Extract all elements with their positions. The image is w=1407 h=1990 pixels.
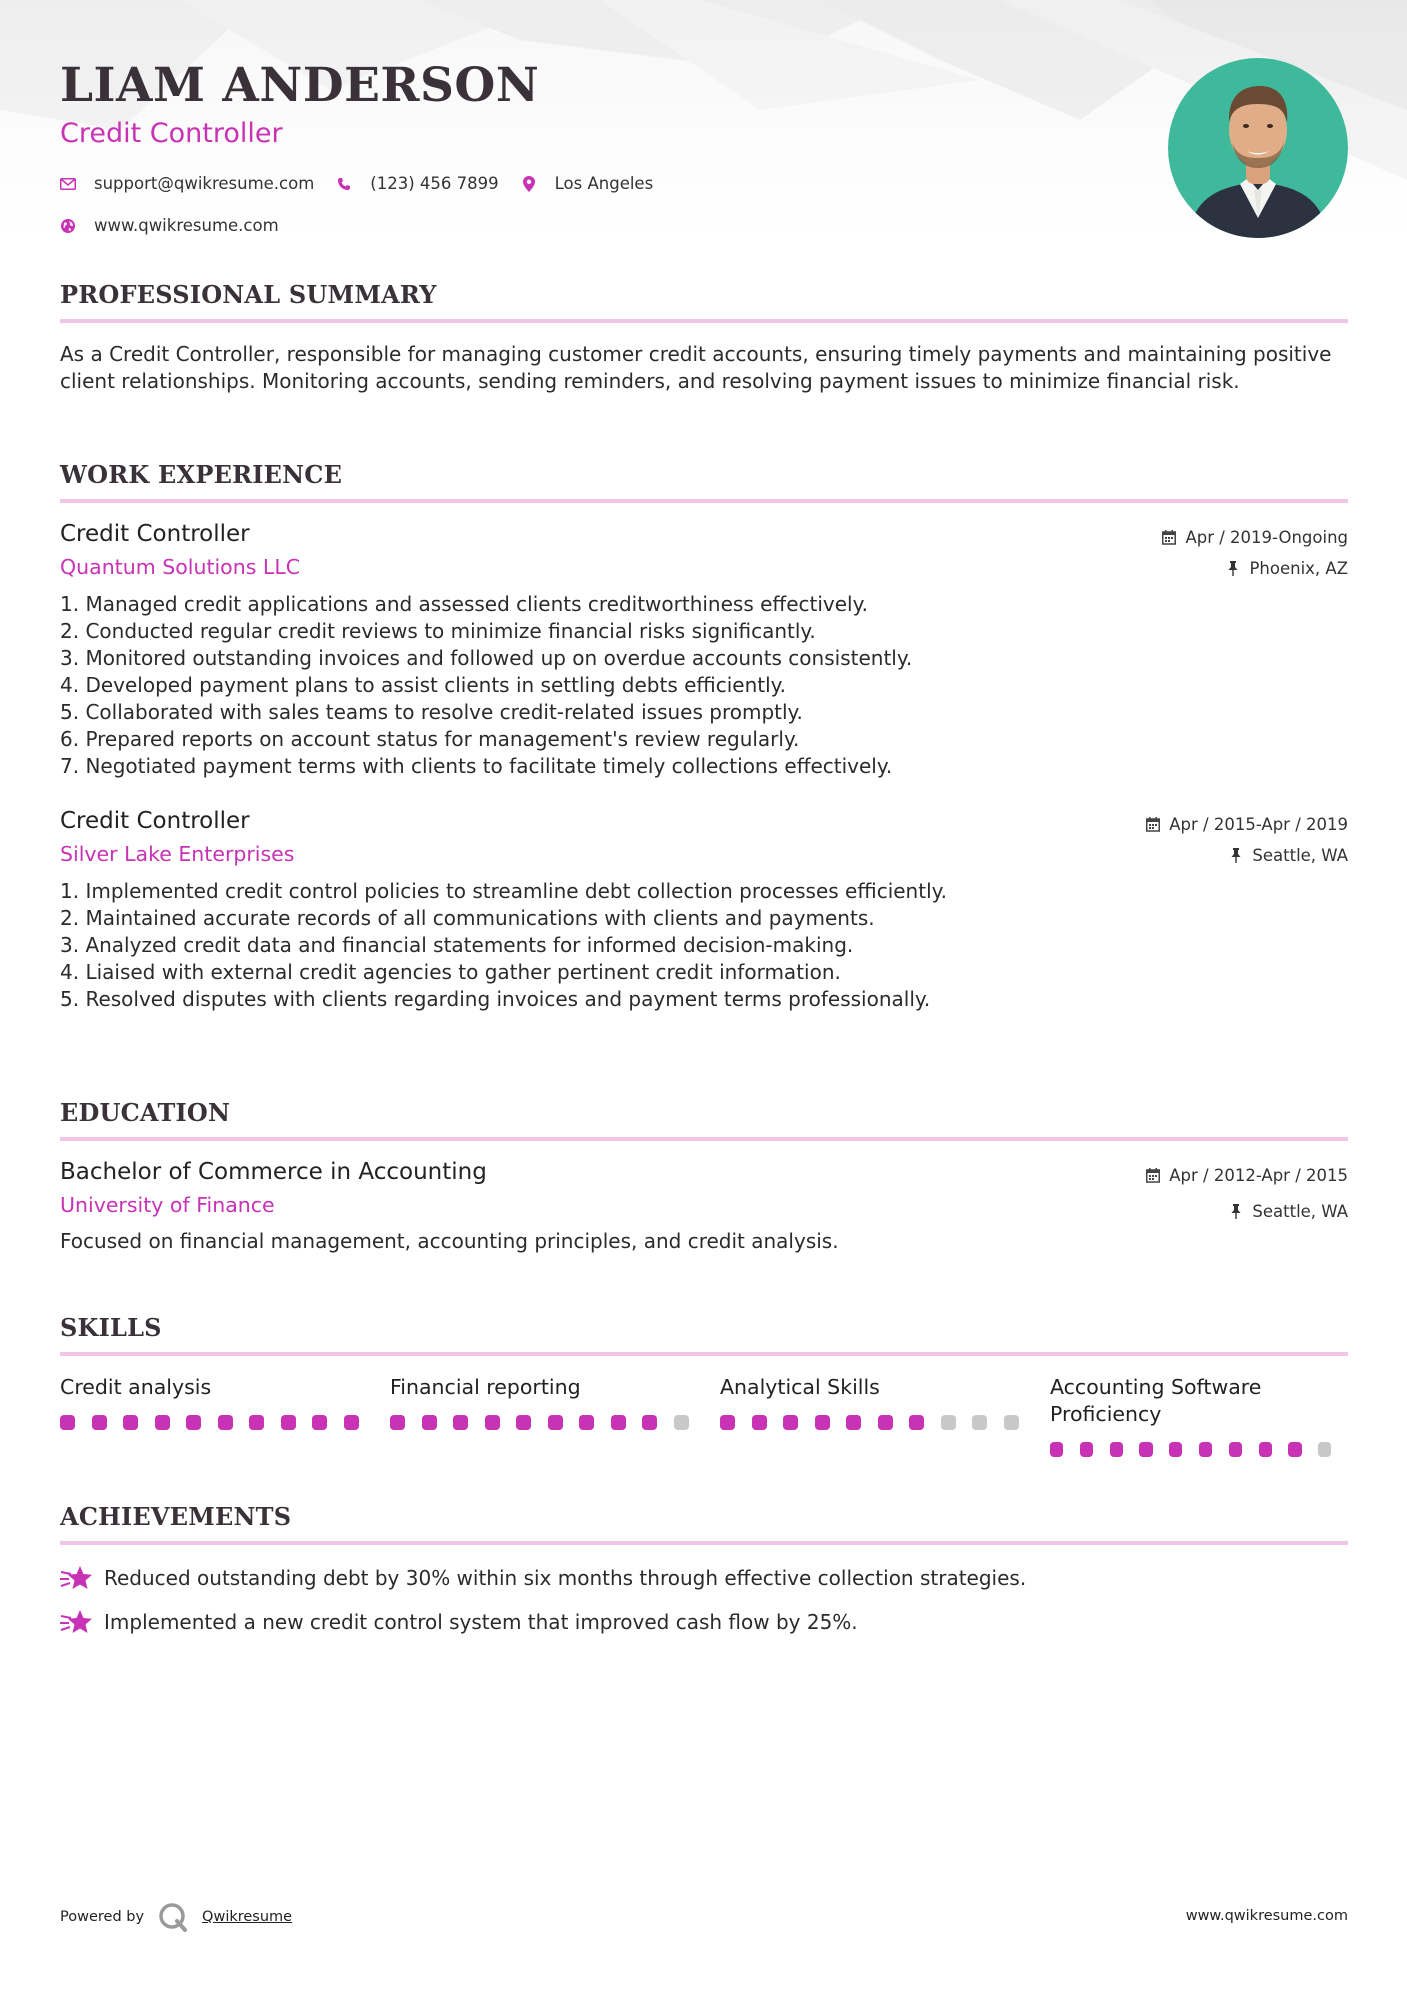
list-item: 5. Resolved disputes with clients regarding invoices and payment terms professionally. [60, 987, 931, 1011]
job-dates: Apr / 2019-Ongoing [1185, 527, 1348, 547]
skill-name: Financial reporting [390, 1375, 581, 1399]
skill-item [390, 1374, 720, 1457]
list-item: 3. Monitored outstanding invoices and followed up on overdue accounts consistently. [60, 646, 913, 670]
contact-row-website [60, 216, 301, 235]
achievement-text: Reduced outstanding debt by 30% within six months through effective collection strategies. [104, 1566, 1027, 1590]
envelope-icon [60, 176, 76, 192]
powered-by-label: Powered by [60, 1909, 145, 1925]
map-pin-icon [521, 176, 537, 192]
job-meta [1161, 527, 1348, 578]
skill-dot-filled [1259, 1442, 1272, 1457]
pushpin-icon [1228, 847, 1244, 863]
skill-dot-filled [752, 1415, 767, 1430]
skill-rating [60, 1415, 390, 1430]
skill-dot-filled [390, 1415, 405, 1430]
footer-url[interactable]: www.qwikresume.com [1185, 1908, 1348, 1924]
job-location: Phoenix, AZ [1249, 558, 1348, 578]
experience-heading: WORK EXPERIENCE [60, 460, 343, 489]
summary-section [60, 280, 1348, 395]
summary-text: As a Credit Controller, responsible for managing customer credit accounts, ensuring timely payments and maintaining positive client relationships. Monitoring accounts, sending reminders, and resolving payment issues to minimize financial risk. [60, 342, 1332, 393]
calendar-icon [1145, 816, 1161, 832]
list-item: 4. Liaised with external credit agencies to gather pertinent credit information. [60, 960, 841, 984]
pushpin-icon [1228, 1203, 1244, 1219]
job-dates: Apr / 2015-Apr / 2019 [1169, 814, 1348, 834]
list-item: 1. Managed credit applications and assessed clients creditworthiness effectively. [60, 592, 868, 616]
skill-dot-filled [186, 1415, 201, 1430]
education-meta [1145, 1165, 1348, 1221]
skill-dot-filled [548, 1415, 563, 1430]
contact-website[interactable] [60, 216, 279, 235]
degree-name: Bachelor of Commerce in Accounting [60, 1159, 487, 1185]
contact-phone[interactable] [336, 174, 498, 193]
skill-dot-filled [249, 1415, 264, 1430]
skill-item [720, 1374, 1050, 1457]
summary-heading: PROFESSIONAL SUMMARY [60, 280, 437, 309]
education-entry [60, 1159, 1348, 1253]
skill-dot-filled [720, 1415, 735, 1430]
phone-text: (123) 456 7899 [370, 174, 499, 193]
skill-rating [390, 1415, 720, 1430]
footer [60, 1900, 1348, 1934]
achievement-text: Implemented a new credit control system that improved cash flow by 25%. [104, 1610, 858, 1634]
website-text: www.qwikresume.com [94, 216, 279, 235]
section-divider [60, 499, 1348, 503]
skill-dot-filled [642, 1415, 657, 1430]
location-text: Los Angeles [554, 174, 654, 193]
skill-name: Credit analysis [60, 1375, 212, 1399]
skill-dot-filled [1080, 1442, 1093, 1457]
list-item: 5. Collaborated with sales teams to resolve credit-related issues promptly. [60, 700, 803, 724]
skill-dot-filled [485, 1415, 500, 1430]
skill-dot-empty [972, 1415, 987, 1430]
skill-dot-filled [312, 1415, 327, 1430]
skill-dot-empty [941, 1415, 956, 1430]
skill-dot-filled [60, 1415, 75, 1430]
skill-rating [1050, 1442, 1348, 1457]
achievements-section [60, 1502, 1348, 1637]
shooting-star-icon [60, 1608, 92, 1636]
contact-email[interactable] [60, 174, 314, 193]
skill-dot-filled [422, 1415, 437, 1430]
achievement-item [60, 1563, 1348, 1593]
pushpin-icon [1225, 560, 1241, 576]
skill-dot-filled [783, 1415, 798, 1430]
job-entry [60, 808, 1348, 1013]
calendar-icon [1145, 1167, 1161, 1183]
contact-row [60, 174, 675, 193]
skill-dot-filled [453, 1415, 468, 1430]
skill-dot-filled [1199, 1442, 1212, 1457]
skill-dot-filled [281, 1415, 296, 1430]
job-bullets [60, 878, 1348, 1013]
skill-dot-filled [1139, 1442, 1152, 1457]
experience-section [60, 460, 1348, 1013]
skill-dot-filled [1229, 1442, 1242, 1457]
education-location: Seattle, WA [1252, 1201, 1348, 1221]
brand-link[interactable]: Qwikresume [202, 1909, 293, 1925]
list-item: 2. Conducted regular credit reviews to minimize financial risks significantly. [60, 619, 816, 643]
skill-item [60, 1374, 390, 1457]
skill-dot-filled [218, 1415, 233, 1430]
candidate-name: LIAM ANDERSON [60, 58, 540, 113]
job-entry [60, 521, 1348, 780]
globe-icon [60, 218, 76, 234]
list-item: 2. Maintained accurate records of all communications with clients and payments. [60, 906, 875, 930]
skill-dot-filled [344, 1415, 359, 1430]
skill-item [1050, 1374, 1348, 1457]
list-item: 3. Analyzed credit data and financial statements for informed decision-making. [60, 933, 854, 957]
contact-location [521, 174, 654, 193]
candidate-title: Credit Controller [60, 118, 283, 149]
list-item: 7. Negotiated payment terms with clients to facilitate timely collections effectively. [60, 754, 893, 778]
skill-dot-filled [155, 1415, 170, 1430]
skill-name: Accounting Software Proficiency [1050, 1375, 1262, 1426]
job-title: Credit Controller [60, 808, 250, 834]
section-divider [60, 1541, 1348, 1545]
skill-dot-filled [611, 1415, 626, 1430]
skill-dot-filled [92, 1415, 107, 1430]
education-section [60, 1098, 1348, 1253]
skill-dot-filled [909, 1415, 924, 1430]
skill-dot-filled [1110, 1442, 1123, 1457]
education-description: Focused on financial management, accounting principles, and credit analysis. [60, 1229, 839, 1253]
skill-dot-empty [1004, 1415, 1019, 1430]
skill-rating [720, 1415, 1050, 1430]
company-name: Silver Lake Enterprises [60, 842, 295, 866]
achievements-list [60, 1563, 1348, 1637]
skills-section [60, 1313, 1348, 1457]
job-meta [1145, 814, 1348, 865]
achievements-heading: ACHIEVEMENTS [60, 1502, 292, 1531]
skill-dot-filled [878, 1415, 893, 1430]
skills-grid [60, 1374, 1348, 1457]
skill-dot-filled [516, 1415, 531, 1430]
list-item: 6. Prepared reports on account status for management's review regularly. [60, 727, 800, 751]
section-divider [60, 319, 1348, 323]
list-item: 1. Implemented credit control policies to streamline debt collection processes efficiently. [60, 879, 947, 903]
job-location: Seattle, WA [1252, 845, 1348, 865]
skill-dot-filled [1288, 1442, 1301, 1457]
skill-dot-filled [579, 1415, 594, 1430]
school-name: University of Finance [60, 1193, 275, 1217]
skill-name: Analytical Skills [720, 1375, 880, 1399]
skill-dot-filled [1050, 1442, 1063, 1457]
job-title: Credit Controller [60, 521, 250, 547]
email-text: support@qwikresume.com [94, 174, 315, 193]
skill-dot-empty [1318, 1442, 1331, 1457]
profile-photo [1168, 58, 1348, 238]
skill-dot-filled [1169, 1442, 1182, 1457]
education-dates: Apr / 2012-Apr / 2015 [1169, 1165, 1348, 1185]
section-divider [60, 1137, 1348, 1141]
skill-dot-filled [846, 1415, 861, 1430]
education-heading: EDUCATION [60, 1098, 231, 1127]
skill-dot-filled [815, 1415, 830, 1430]
calendar-icon [1161, 529, 1177, 545]
list-item: 4. Developed payment plans to assist clients in settling debts efficiently. [60, 673, 787, 697]
achievement-item [60, 1607, 1348, 1637]
phone-icon [336, 176, 352, 192]
qwikresume-logo-icon [158, 1902, 188, 1932]
skill-dot-filled [123, 1415, 138, 1430]
skills-heading: SKILLS [60, 1313, 162, 1342]
job-bullets [60, 591, 1348, 780]
skill-dot-empty [674, 1415, 689, 1430]
section-divider [60, 1352, 1348, 1356]
company-name: Quantum Solutions LLC [60, 555, 301, 579]
shooting-star-icon [60, 1564, 92, 1592]
